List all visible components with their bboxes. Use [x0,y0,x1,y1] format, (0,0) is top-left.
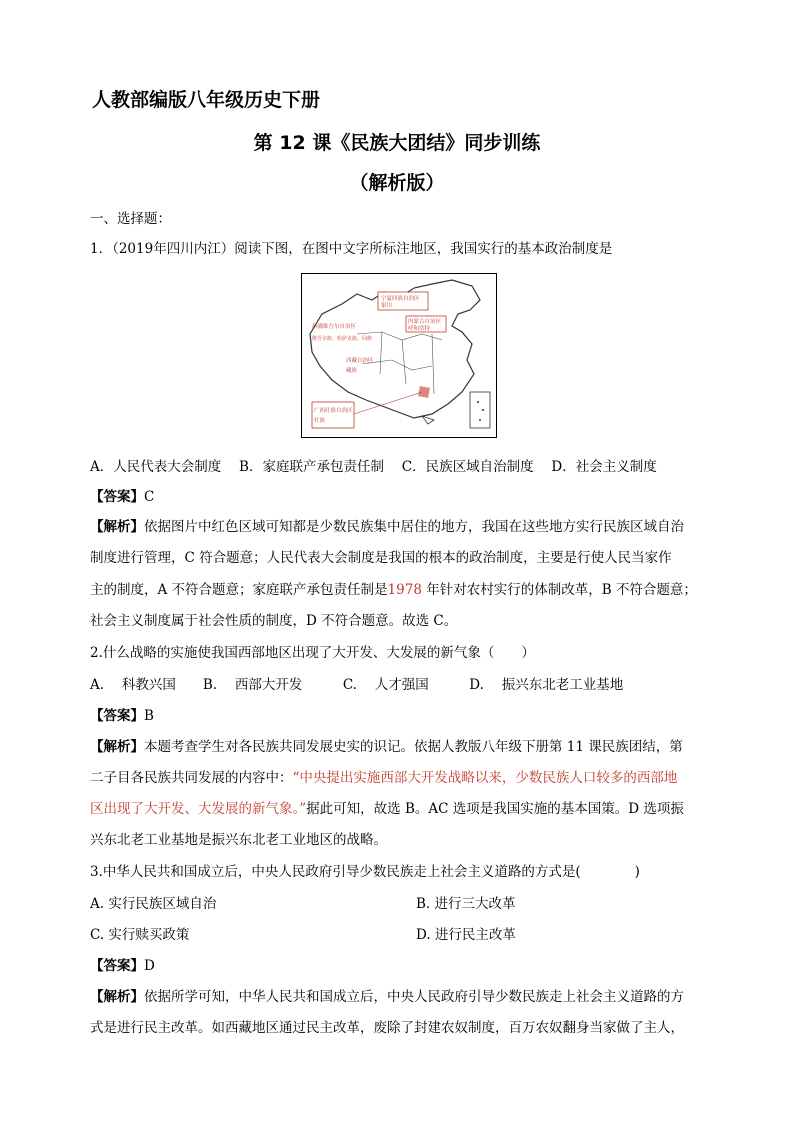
china-map-svg [302,274,496,437]
lesson-title: 第 12 课《民族大团结》同步训练 [253,132,541,154]
q3-analysis-line1: 【解析】依据所学可知，中华人民共和国成立后，中央人民政府引导少数民族走上社会主义道路的方 [90,989,684,1005]
q2-stem: 2.什么战略的实施使我国西部地区出现了大开发、大发展的新气象（ ） [90,645,535,661]
q3-option-c: C. 实行赎买政策 [90,927,190,943]
q1-analysis-label: 【解析】 [90,519,144,535]
q1-options: A．人民代表大会制度 B．家庭联产承包责任制 C．民族区域自治制度 D．社会主义制度 [90,459,657,475]
lesson-subtitle: （解析版） [349,172,445,194]
china-map-figure [301,273,497,438]
map-label-guangxi: 广西壮族自治区 [314,408,353,414]
section-heading: 一、选择题： [90,211,171,227]
q2-answer-label: 【答案】 [90,708,144,724]
q2-answer: B [144,708,154,724]
q3-stem: 3.中华人民共和国成立后，中央人民政府引导少数民族走上社会主义道路的方式是( ) [90,864,640,880]
q2-options: A. 科教兴国 B. 西部大开发 C. 人才强国 D. 振兴东北老工业基地 [90,677,624,693]
q1-stem: 1．（2019年四川内江）阅读下图，在图中文字所标注地区，我国实行的基本政治制度是 [90,241,613,257]
q2-analysis-line4: 兴东北老工业基地是振兴东北老工业地区的战略。 [90,832,387,848]
map-label-xinjiang: 新疆维吾尔自治区 [312,324,357,330]
q3-answer: D [144,958,155,974]
map-label-neimenggu-sub: 呼和浩特 [408,326,431,332]
q3-option-d: D. 进行民主改革 [416,927,516,943]
map-label-xinjiang-sub: 维吾尔族、哈萨克族、回族 [312,336,373,342]
q2-answer-row [90,706,154,726]
q1-analysis-line1: 【解析】依据图片中红色区域可知都是少数民族集中居住的地方，我国在这些地方实行民族区域自治 [90,519,684,535]
map-label-xizang-sub: 藏族 [346,368,358,374]
q3-analysis-line2: 式是进行民主改革。如西藏地区通过民主改革，废除了封建农奴制度，百万农奴翻身当家做了主人， [90,1020,684,1036]
q1-answer: C [144,489,155,505]
map-label-xizang: 西藏自治区 [346,358,374,364]
q3-answer-label: 【答案】 [90,958,144,974]
q1-answer-label: 【答案】 [90,489,144,505]
q1-analysis-line2: 制度进行管理，C 符合题意；人民代表大会制度是我国的根本的政治制度，主要是行使人民当家作 [90,550,672,566]
q2-analysis-line2: 二子目各民族共同发展的内容中：“中央提出实施西部大开发战略以来，少数民族人口较多的西部地 [90,770,678,786]
q3-analysis-label: 【解析】 [90,989,144,1005]
q1-analysis-line3: 主的制度，A 不符合题意；家庭联产承包责任制是1978 年针对农村实行的体制改革，B 不符合题意； [90,582,697,598]
q2-analysis-line1: 【解析】本题考查学生对各民族共同发展史实的识记。依据人教版八年级下册第 11 课民族团结，第 [90,739,683,755]
map-label-guangxi-sub: 壮族 [314,418,326,424]
document-header: 人教部编版八年级历史下册 [92,89,321,111]
q3-option-a: A. 实行民族区域自治 [90,896,217,912]
q2-analysis-line3: 区出现了大开发、大发展的新气象。”据此可知，故选 B。AC 选项是我国实施的基本国策。D 选项振 [90,801,684,817]
map-label-ningxia: 宁夏回族自治区 [381,296,420,302]
q3-option-b: B. 进行三大改革 [416,896,516,912]
map-label-neimenggu: 内蒙古自治区 [408,319,442,325]
q2-analysis-label: 【解析】 [90,739,144,755]
map-label-ningxia-sub: 银川 [381,303,393,309]
q3-answer-row [90,956,155,976]
q1-answer-row [90,487,154,507]
q1-analysis-line4: 社会主义制度属于社会性质的制度，D 不符合题意。故选 C。 [90,613,458,629]
